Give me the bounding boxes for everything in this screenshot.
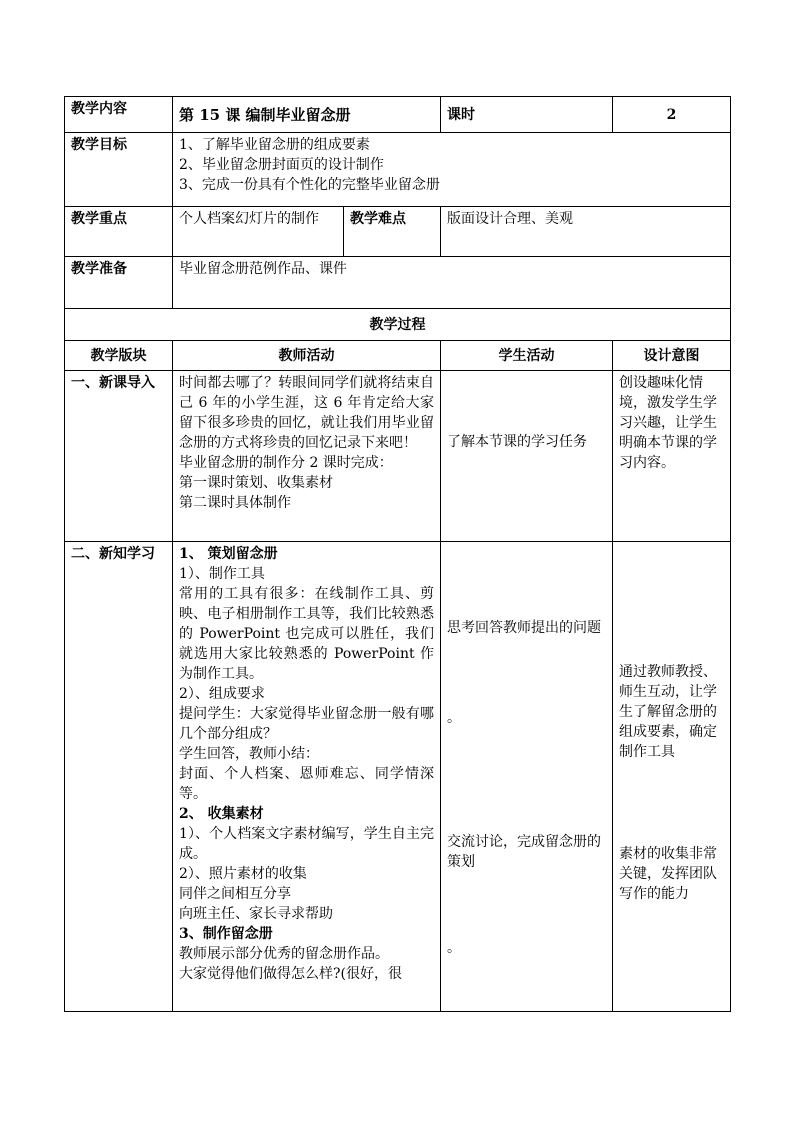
section-heading: 2、 收集素材 (179, 806, 264, 822)
content-label: 教学内容 (65, 97, 173, 133)
difficulty-value: 版面设计合理、美观 (441, 207, 731, 257)
section2-student-activity (441, 542, 613, 1012)
section2-teacher-activity (173, 542, 441, 1012)
paragraph: 提问学生：大家觉得毕业留念册一般有哪几个部分组成？ (179, 706, 435, 742)
column-header: 设计意图 (613, 341, 731, 371)
paragraph: 学生回答，教师小结： (179, 746, 319, 762)
period-label: 课时 (441, 97, 613, 133)
table-row (65, 341, 731, 371)
key-points-value: 个人档案幻灯片的制作 (173, 207, 344, 257)
preparation-value: 毕业留念册范例作品、课件 (173, 257, 731, 309)
period-value: 2 (613, 97, 731, 133)
table-row (65, 133, 731, 207)
paragraph: 1）、个人档案文字素材编写，学生自主完成。 (179, 826, 435, 862)
student-note: 。 (447, 710, 462, 726)
paragraph: 1）、制作工具 (179, 566, 265, 582)
section2-design-intent (613, 542, 731, 1012)
student-note: 。 (447, 940, 462, 956)
section-heading: 1、 策划留念册 (179, 546, 278, 562)
paragraph: 同伴之间相互分享 (179, 886, 291, 902)
paragraph: 向班主任、家长寻求帮助 (179, 906, 333, 922)
paragraph: 常用的工具有很多：在线制作工具、剪映、电子相册制作工具等，我们比较熟悉的 PowerPoint 也完成可以胜任，我们就选用大家比较熟悉的 PowerPoint 作为制作工具。 (179, 586, 435, 682)
goals-label: 教学目标 (65, 133, 173, 207)
section-heading: 3、制作留念册 (179, 926, 273, 942)
section1-teacher-activity: 时间都去哪了？转眼间同学们就将结束自己 6 年的小学生涯，这 6 年肯定给大家留下很多珍贵的回忆，就让我们用毕业留念册的方式将珍贵的回忆记录下来吧！ 毕业留念册的制作分 2 课时完成： 第一课时策划、收集素材 第二课时具体制作 (173, 371, 441, 542)
table-row (65, 207, 731, 257)
table-row (65, 309, 731, 341)
key-points-label: 教学重点 (65, 207, 173, 257)
table-row (65, 97, 731, 133)
column-header: 学生活动 (441, 341, 613, 371)
student-note: 思考回答教师提出的问题 (447, 620, 602, 636)
intent-note: 通过教师教授、师生互动，让学生了解留念册的组成要素，确定制作工具 (619, 664, 718, 760)
lesson-title: 第 15 课 编制毕业留念册 (173, 97, 441, 133)
goal-item: 3、完成一份具有个性化的完整毕业留念册 (179, 177, 440, 193)
paragraph: 2）、照片素材的收集 (179, 866, 307, 882)
paragraph: 封面、个人档案、恩师难忘、同学情深等。 (179, 766, 435, 802)
column-header: 教学版块 (65, 341, 173, 371)
paragraph: 2）、组成要求 (179, 686, 265, 702)
table-row (65, 257, 731, 309)
section2-label: 二、新知学习 (65, 542, 173, 1012)
table-row (65, 371, 731, 542)
difficulty-label: 教学难点 (344, 207, 441, 257)
section1-label: 一、新课导入 (65, 371, 173, 542)
goals-list (173, 133, 731, 207)
intent-note: 素材的收集非常关键，发挥团队写作的能力 (619, 846, 718, 902)
process-title: 教学过程 (65, 309, 731, 341)
lesson-plan-table (64, 96, 731, 1012)
paragraph: 大家觉得他们做得怎么样?(很好，很 (179, 966, 402, 982)
column-header: 教师活动 (173, 341, 441, 371)
section1-student-activity: 了解本节课的学习任务 (441, 371, 613, 542)
student-note: 交流讨论，完成留念册的策划 (447, 834, 602, 870)
goal-item: 2、毕业留念册封面页的设计制作 (179, 157, 384, 173)
section1-design-intent: 创设趣味化情境，激发学生学习兴趣，让学生明确本节课的学习内容。 (613, 371, 731, 542)
table-row (65, 542, 731, 1012)
preparation-label: 教学准备 (65, 257, 173, 309)
goal-item: 1、了解毕业留念册的组成要素 (179, 137, 370, 153)
paragraph: 教师展示部分优秀的留念册作品。 (179, 946, 389, 962)
